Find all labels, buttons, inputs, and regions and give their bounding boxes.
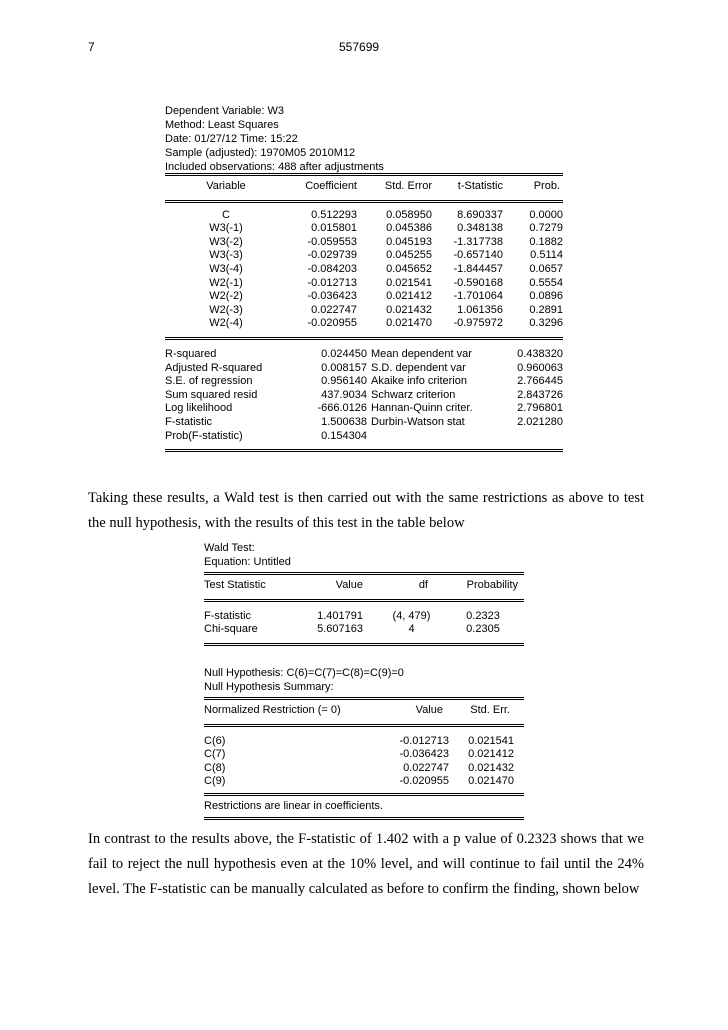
restriction-name: C(6) [204,734,226,747]
std-error: 0.045255 [386,249,432,262]
coefficient: -0.059553 [307,235,357,248]
table-row [165,263,563,277]
restriction-std-err: 0.021412 [468,748,514,761]
col-value: Value [335,579,363,591]
std-error: 0.045386 [386,222,432,235]
stat-label: S.E. of regression [165,375,253,388]
table-row [204,775,524,789]
col-coefficient: Coefficient [305,180,357,192]
regression-table [165,173,563,345]
stat-label: S.D. dependent var [371,361,466,374]
table-row [204,610,524,624]
stat-label: Sum squared resid [165,388,258,401]
restriction-value: -0.020955 [399,775,449,788]
stat-value: 437.9034 [321,388,367,401]
prob: 0.0000 [529,208,563,221]
variable-name: W2(-4) [209,317,243,330]
col-variable: Variable [206,180,246,192]
prob: 0.1882 [529,235,563,248]
col-probability: Probability [466,579,518,591]
restriction-std-err: 0.021541 [468,734,514,747]
stat-label: R-squared [165,348,217,360]
variable-name: W3(-4) [209,262,243,275]
test-probability: 0.2305 [466,623,500,636]
stat-value: 0.008157 [321,361,367,374]
stat-label: Durbin-Watson stat [371,415,465,428]
wald-header-row [204,579,524,593]
stats-row [165,348,563,362]
stats-row [165,362,563,376]
null-hypothesis-info [204,666,404,694]
table-row [204,748,524,762]
restrictions-table [204,697,524,822]
stat-value: -666.0126 [317,402,367,415]
prob: 0.0657 [529,262,563,275]
restriction-name: C(8) [204,761,226,774]
t-statistic: -0.590168 [453,276,503,289]
coefficient: -0.036423 [307,290,357,303]
table-row [165,209,563,223]
t-statistic: 0.348138 [457,222,503,235]
col-std-error: Std. Error [384,180,432,192]
restriction-value: -0.036423 [399,748,449,761]
paragraph-wald-intro: Taking these results, a Wald test is then carried out with the same restrictions as above to test the null hypothesis, with the results of this test in the table below [88,490,644,531]
prob: 0.0896 [529,290,563,303]
col-prob: Prob. [533,180,560,192]
restriction-value: 0.022747 [403,761,449,774]
stat-label: Mean dependent var [371,348,472,360]
t-statistic: -1.844457 [453,262,503,275]
stat-value: 0.438320 [517,348,563,360]
stats-row [165,375,563,389]
coefficient: -0.084203 [307,262,357,275]
stat-value: 0.956140 [321,375,367,388]
test-value: 1.401791 [317,609,363,622]
sample: Sample (adjusted): 1970M05 2010M12 [165,147,356,159]
prob: 0.3296 [529,317,563,330]
t-statistic: 1.061356 [457,303,503,316]
prob: 0.7279 [529,222,563,235]
restrictions-header-row [204,704,524,718]
stat-value: 2.796801 [517,402,563,415]
coefficient: 0.022747 [311,303,357,316]
std-error: 0.045652 [386,262,432,275]
variable-name: C [222,208,230,221]
coefficient: 0.512293 [311,208,357,221]
t-statistic: -0.657140 [453,249,503,262]
table-row [204,623,524,637]
regression-header-row [165,180,563,194]
col-df: df [418,579,428,591]
stat-label: Adjusted R-squared [165,361,263,374]
table-row [204,735,524,749]
document-id: 557699 [339,40,380,54]
stat-value: 2.843726 [517,388,563,401]
restriction-std-err: 0.021432 [468,761,514,774]
test-statistic: Chi-square [204,623,258,636]
stat-label: Hannan-Quinn criter. [371,402,473,415]
method: Method: Least Squares [165,119,279,131]
restriction-name: C(9) [204,775,226,788]
prob: 0.5114 [530,249,563,262]
stat-label: F-statistic [165,415,213,428]
prob: 0.2891 [529,303,563,316]
coefficient: -0.012713 [307,276,357,289]
dependent-variable: Dependent Variable: W3 [165,105,285,117]
stat-label: Schwarz criterion [371,388,456,401]
col-normalized-restriction: Normalized Restriction (= 0) [204,704,341,716]
table-row [165,236,563,250]
stat-label: Prob(F-statistic) [165,429,243,442]
variable-name: W2(-1) [209,276,243,289]
stat-value: 2.766445 [517,375,563,388]
stats-row [165,389,563,403]
wald-test-table [204,572,524,650]
date-time: Date: 01/27/12 Time: 15:22 [165,133,298,145]
t-statistic: 8.690337 [457,208,503,221]
stats-row [165,402,563,416]
paragraph-conclusion: In contrast to the results above, the F-statistic of 1.402 with a p value of 0.2323 shows that we fail to reject the null hypothesis even at the 10% level, and will continue to fail until the 24% level. The F-statistic can be manually calculated as before to confirm the finding, shown below [88,831,644,897]
col-test-statistic: Test Statistic [204,579,266,591]
restriction-std-err: 0.021470 [468,775,514,788]
std-error: 0.021541 [386,276,432,289]
wald-equation: Equation: Untitled [204,556,291,568]
null-hypothesis: Null Hypothesis: C(6)=C(7)=C(8)=C(9)=0 [204,667,404,679]
col-t-statistic: t-Statistic [457,180,503,192]
std-error: 0.021432 [386,303,432,316]
variable-name: W3(-2) [209,235,243,248]
t-statistic: -0.975972 [453,317,503,330]
coefficient: -0.020955 [307,317,357,330]
restriction-name: C(7) [204,748,226,761]
table-row [165,249,563,263]
restrictions-footnote: Restrictions are linear in coefficients. [204,799,383,812]
wald-info [204,541,291,569]
test-value: 5.607163 [317,623,363,636]
t-statistic: -1.701064 [453,290,503,303]
test-df: (4, 479) [392,609,431,622]
table-row [165,304,563,318]
coefficient: 0.015801 [311,222,357,235]
stat-value: 0.024450 [321,348,367,360]
col-value: Value [415,704,443,716]
restriction-value: -0.012713 [399,734,449,747]
table-row [165,277,563,291]
stat-label: Log likelihood [165,402,233,415]
variable-name: W2(-2) [209,290,243,303]
test-statistic: F-statistic [204,609,252,622]
regression-info [165,104,384,174]
std-error: 0.021412 [386,290,432,303]
table-row [165,222,563,236]
prob: 0.5554 [529,276,563,289]
stat-value: 1.500638 [321,415,367,428]
test-probability: 0.2323 [466,609,500,622]
stats-row [165,416,563,430]
test-df: 4 [408,623,415,636]
std-error: 0.021470 [386,317,432,330]
variable-name: W3(-1) [209,222,243,235]
t-statistic: -1.317738 [453,235,503,248]
stat-value: 2.021280 [517,415,563,428]
observations: Included observations: 488 after adjustments [165,161,384,173]
null-hypothesis-summary-title: Null Hypothesis Summary: [204,681,334,693]
coefficient: -0.029739 [307,249,357,262]
variable-name: W2(-3) [209,303,243,316]
table-row [204,762,524,776]
stat-value: 0.960063 [517,361,563,374]
variable-name: W3(-3) [209,249,243,262]
col-std-err: Std. Err. [470,704,510,716]
regression-stats-table [165,348,563,457]
stat-label [367,430,507,444]
stat-value: 0.154304 [321,429,367,442]
table-row [165,290,563,304]
wald-title: Wald Test: [204,542,255,554]
table-row [165,317,563,331]
stats-row [165,430,563,444]
std-error: 0.058950 [386,208,432,221]
stat-label: Akaike info criterion [371,375,467,388]
std-error: 0.045193 [386,235,432,248]
page-number: 7 [88,40,95,54]
stat-value [507,430,563,444]
